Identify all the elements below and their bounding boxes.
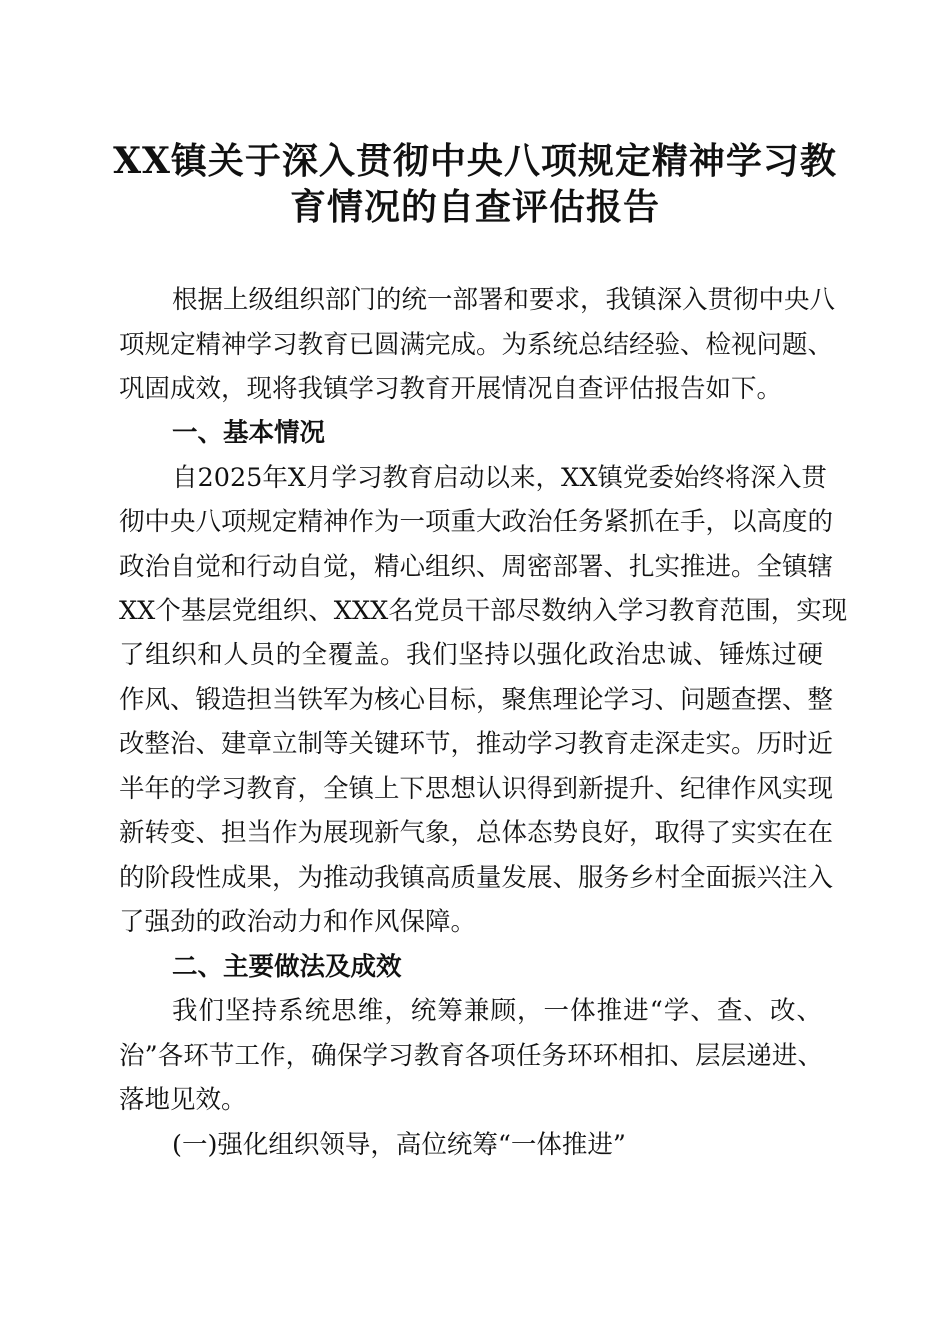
section-1-paragraph-line: 了强劲的政治动力和作风保障。 (119, 907, 477, 937)
section-2-paragraph-line: 我们坚持系统思维，统筹兼顾，一体推进“学、查、改、 (172, 996, 822, 1026)
intro-paragraph-line: 巩固成效，现将我镇学习教育开展情况自查评估报告如下。 (119, 374, 783, 404)
section-1-paragraph-line: 新转变、担当作为展现新气象，总体态势良好，取得了实实在在 (119, 818, 834, 848)
subsection-1-heading: (一)强化组织领导，高位统筹“一体推进” (172, 1130, 626, 1160)
section-2-paragraph-line: 落地见效。 (119, 1085, 247, 1115)
section-1-paragraph-line: 政治自觉和行动自觉，精心组织、周密部署、扎实推进。全镇辖 (119, 552, 834, 582)
intro-paragraph-line: 项规定精神学习教育已圆满完成。为系统总结经验、检视问题、 (119, 330, 834, 360)
intro-paragraph-line: 根据上级组织部门的统一部署和要求，我镇深入贯彻中央八 (172, 285, 836, 315)
section-1-paragraph-line: 彻中央八项规定精神作为一项重大政治任务紧抓在手，以高度的 (119, 507, 834, 537)
section-1-heading: 一、基本情况 (172, 418, 326, 448)
section-1-paragraph-line: 了组织和人员的全覆盖。我们坚持以强化政治忠诚、锤炼过硬 (119, 640, 823, 670)
section-1-paragraph-line: 改整治、建章立制等关键环节，推动学习教育走深走实。历时近 (119, 729, 834, 759)
section-1-paragraph-line: 作风、锻造担当铁军为核心目标，聚焦理论学习、问题查摆、整 (119, 685, 834, 715)
section-1-paragraph-line: 的阶段性成果，为推动我镇高质量发展、服务乡村全面振兴注入 (119, 863, 834, 893)
section-1-paragraph-line: 自2025年X月学习教育启动以来，XX镇党委始终将深入贯 (172, 463, 827, 493)
section-2-heading: 二、主要做法及成效 (172, 952, 402, 982)
section-2-paragraph-line: 治”各环节工作，确保学习教育各项任务环环相扣、层层递进、 (119, 1041, 823, 1071)
document-title-line-1: XX镇关于深入贯彻中央八项规定精神学习教 (113, 140, 837, 182)
section-1-paragraph-line: 半年的学习教育，全镇上下思想认识得到新提升、纪律作风实现 (119, 774, 834, 804)
section-1-paragraph-line: XX个基层党组织、XXX名党员干部尽数纳入学习教育范围，实现 (119, 596, 848, 626)
document-title-line-2: 育情况的自查评估报告 (289, 186, 660, 228)
